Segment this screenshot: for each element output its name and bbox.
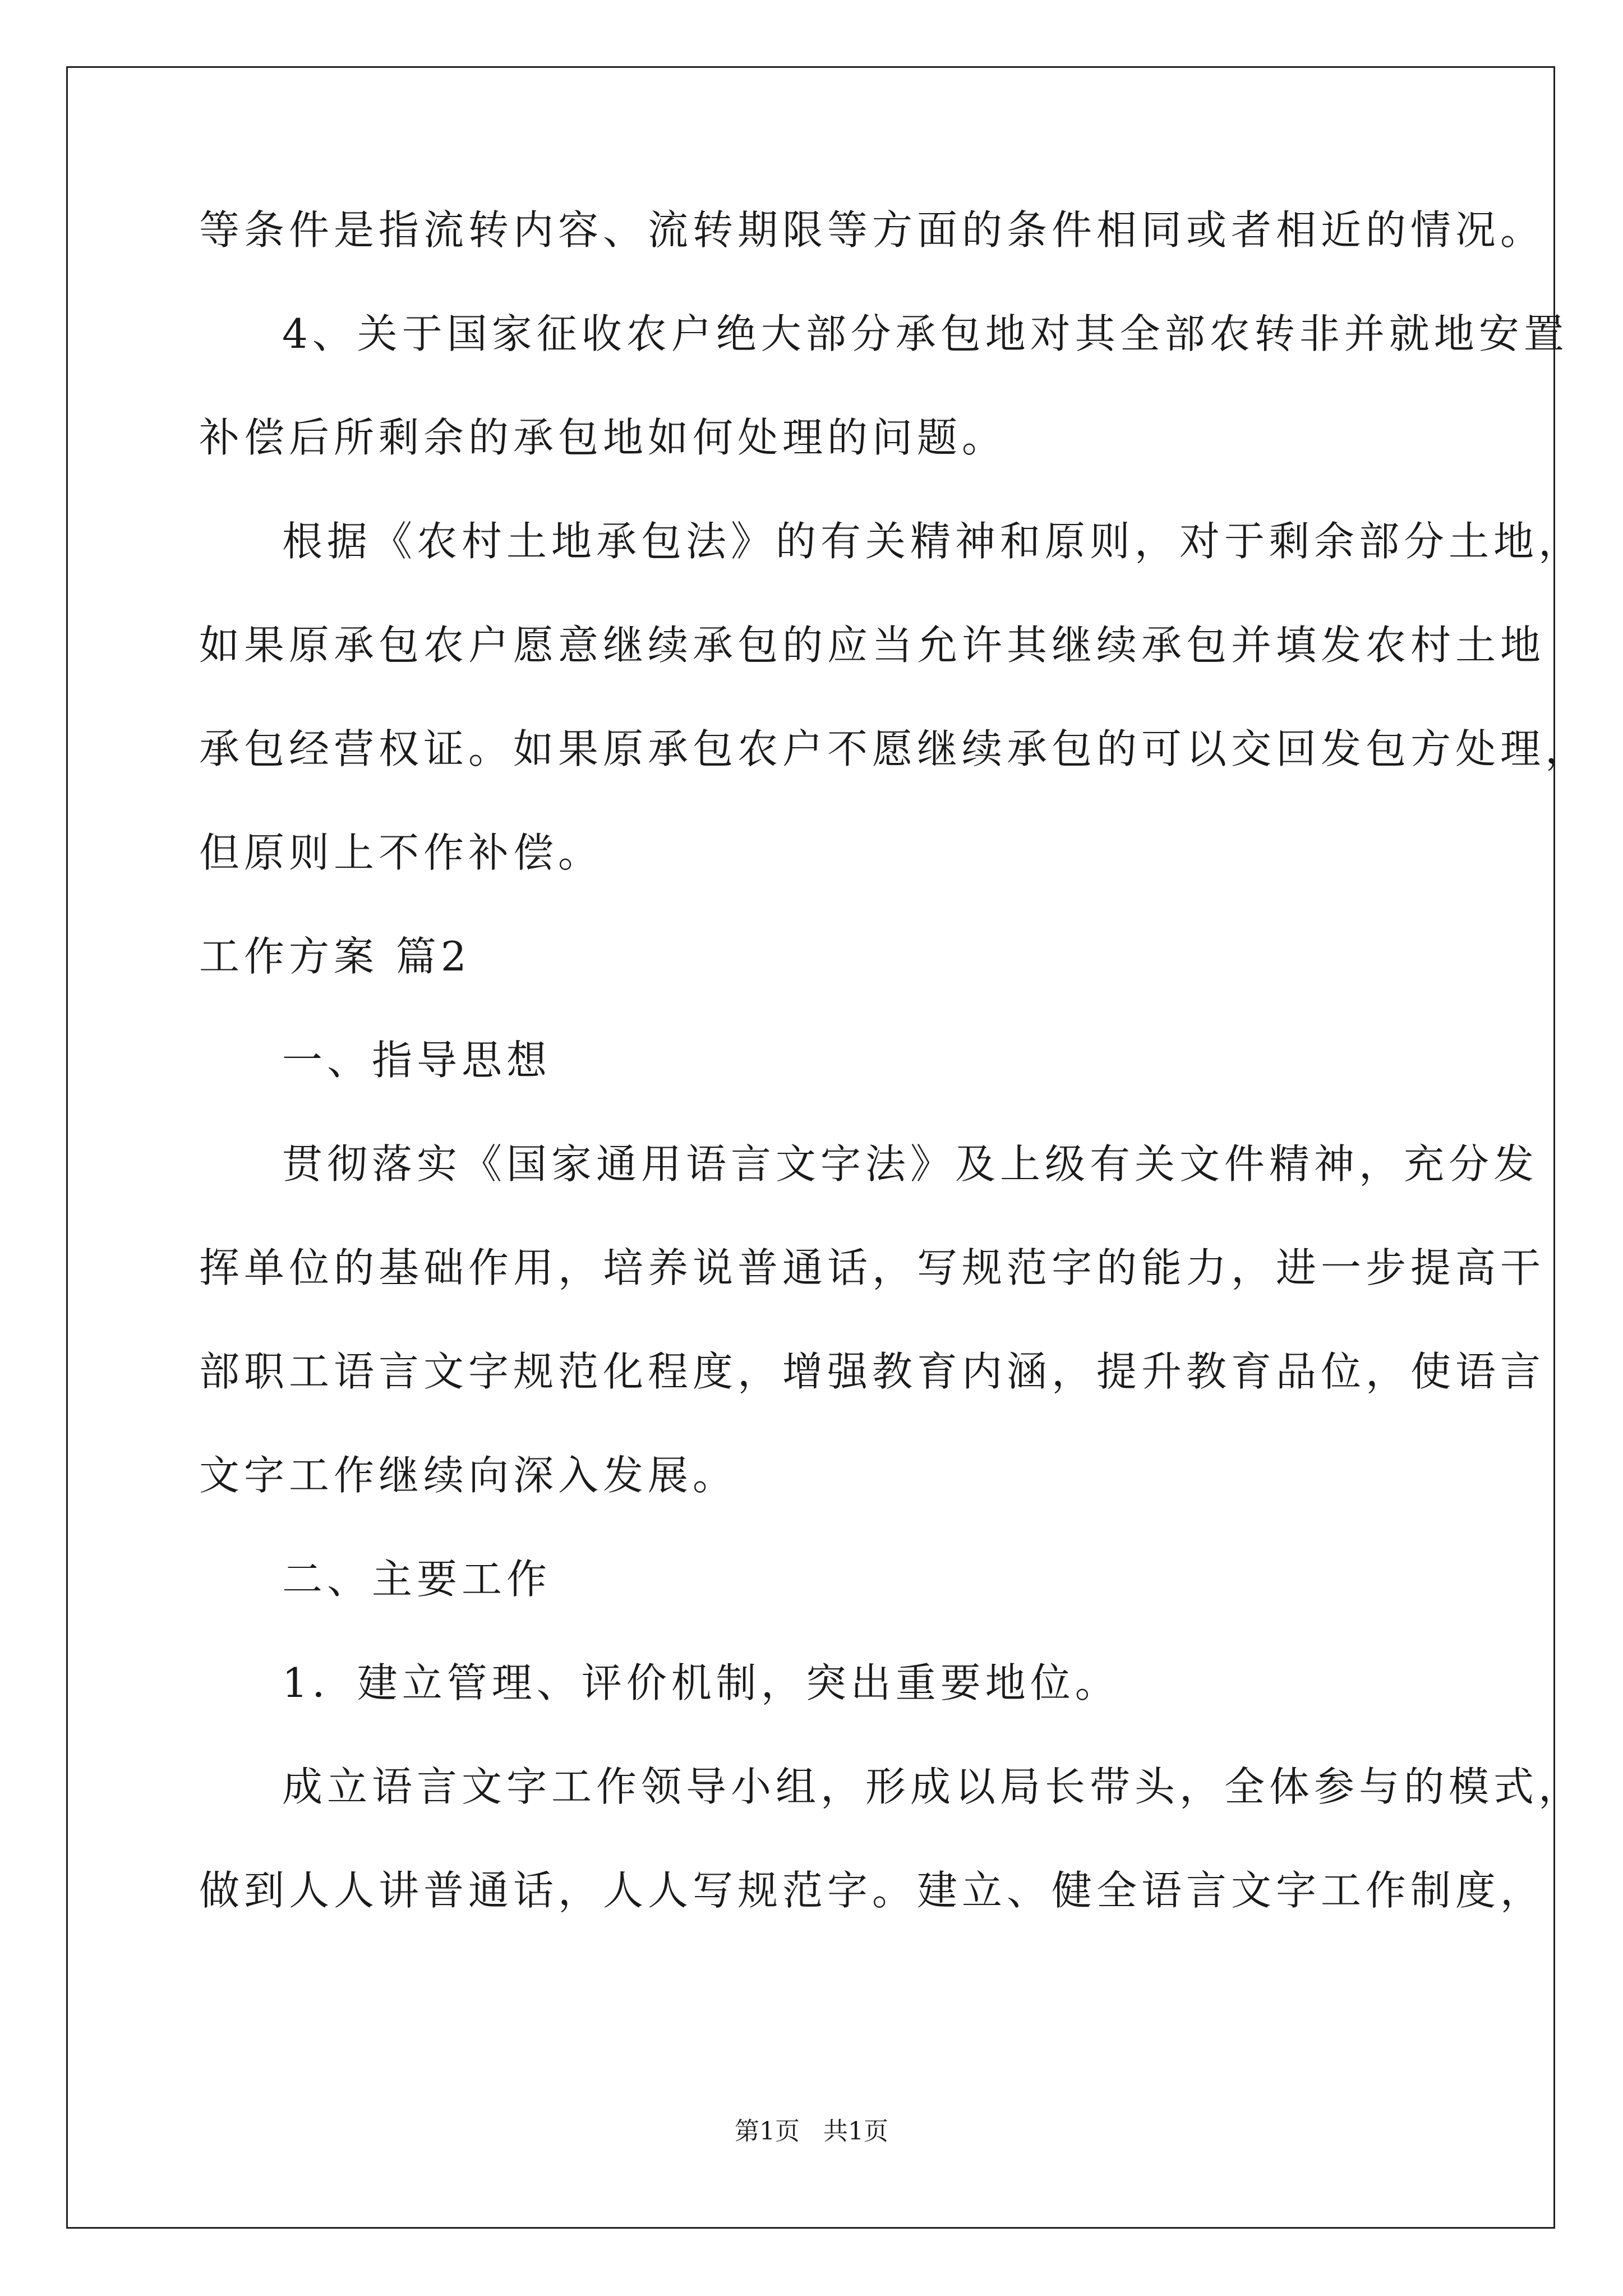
subsection-heading: 二、主要工作 (282, 1556, 552, 1603)
text-line: 部职工语言文字规范化程度，增强教育内涵，提升教育品位，使语言 (199, 1348, 1546, 1395)
text-line: 承包经营权证。如果原承包农户不愿继续承包的可以交回发包方处理， (199, 725, 1590, 772)
text-line: 但原则上不作补偿。 (199, 829, 603, 876)
text-line: 根据《农村土地承包法》的有关精神和原则，对于剩余部分土地， (282, 518, 1584, 565)
text-line: 等条件是指流转内容、流转期限等方面的条件相同或者相近的情况。 (199, 206, 1546, 254)
text-line: 做到人人讲普通话，人人写规范字。建立、健全语言文字工作制度， (199, 1867, 1546, 1914)
text-line: 文字工作继续向深入发展。 (199, 1452, 738, 1499)
text-line: 贯彻落实《国家通用语言文字法》及上级有关文件精神，充分发 (282, 1140, 1539, 1188)
section-heading: 工作方案 篇2 (199, 933, 471, 980)
text-line: 4、关于国家征收农户绝大部分承包地对其全部农转非并就地安置 (282, 310, 1569, 357)
subsection-heading: 一、指导思想 (282, 1037, 552, 1084)
text-line: 挥单位的基础作用，培养说普通话，写规范字的能力，进一步提高干 (199, 1244, 1546, 1291)
text-line: 成立语言文字工作领导小组，形成以局长带头，全体参与的模式， (282, 1763, 1584, 1810)
text-line: 补偿后所剩余的承包地如何处理的问题。 (199, 414, 1007, 461)
page-footer: 第1页 共1页 (735, 2117, 888, 2146)
text-line: 1．建立管理、评价机制，突出重要地位。 (282, 1659, 1120, 1706)
text-line: 如果原承包农户愿意继续承包的应当允许其继续承包并填发农村土地 (199, 622, 1546, 669)
